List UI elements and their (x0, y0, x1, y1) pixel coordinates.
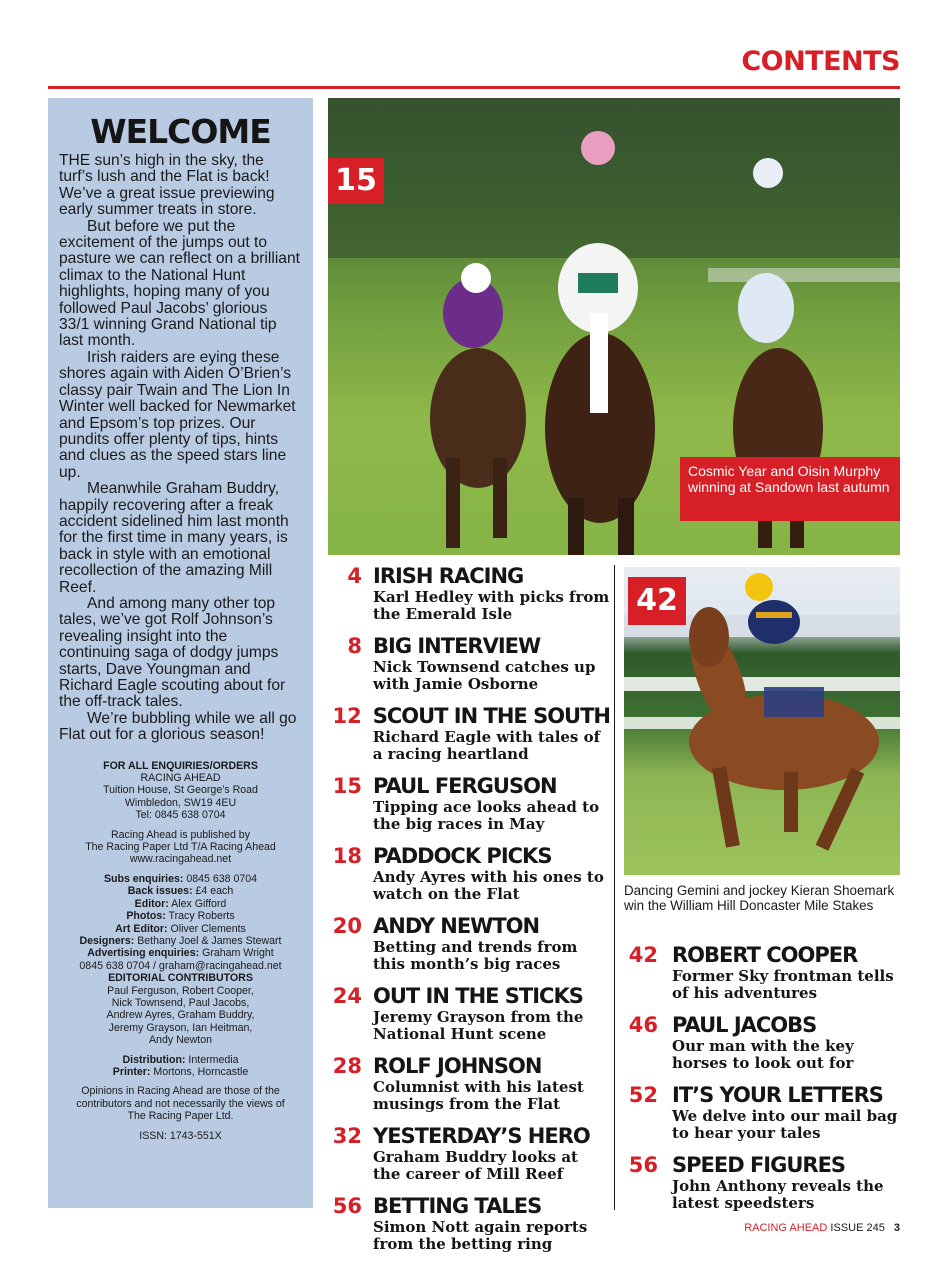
welcome-paragraph: But before we put the excitement of the jumps out to pasture we can reflect on a brilliant climax to the National Hunt highlights, hoping many of you followed Paul Jacobs’ glorious 33/1 winning Grand National tip last month. (59, 217, 300, 350)
printer-line (56, 1066, 305, 1078)
welcome-paragraph: Meanwhile Graham Buddry, happily recovering after a freak accident sidelined him last month for the first time in many years, is back in style with an emotional recollection of the amazing Mill Reef. (59, 480, 289, 596)
art-editor-value: Oliver Clements (170, 922, 246, 935)
entry-desc: Karl Hedley with picks from the Emerald Isle (373, 588, 610, 623)
contents-entry[interactable] (328, 843, 610, 903)
contents-entry[interactable] (624, 1152, 900, 1212)
contents-entry[interactable] (328, 1053, 610, 1113)
entry-title: BIG INTERVIEW (373, 634, 541, 658)
back-issues-label: Back issues: (127, 885, 193, 898)
entry-page: 52 (628, 1083, 658, 1107)
enquiries-heading: FOR ALL ENQUIRIES/ORDERS (103, 759, 258, 772)
entry-desc: Jeremy Grayson from the National Hunt scene (373, 1008, 584, 1043)
entry-desc: Our man with the key horses to look out for (672, 1037, 854, 1072)
editor-value: Alex Gifford (171, 897, 227, 910)
subs-line (56, 873, 305, 885)
contents-entry[interactable] (624, 1082, 900, 1142)
advertising-value: Graham Wright (202, 947, 274, 960)
entry-desc: Andy Ayres with his ones to watch on the Flat (373, 868, 604, 903)
page-badge: 15 (328, 158, 384, 204)
entry-desc: Nick Townsend catches up with Jamie Osborne (373, 658, 596, 693)
art-editor-label: Art Editor: (115, 922, 168, 935)
entry-desc: Simon Nott again reports from the betting ring (373, 1218, 588, 1253)
entry-desc: Richard Eagle with tales of a racing heartland (372, 728, 601, 763)
disclaimer-line: contributors and not necessarily the views of (76, 1097, 285, 1110)
page-footer (744, 1222, 900, 1234)
welcome-paragraph: And among many other top tales, we’ve got Rolf Johnson’s revealing insight into the continuing saga of dodgy jumps starts, Dave Youngman and Richard Eagle scouting about for the off-track tales. (59, 594, 286, 711)
publisher-line: The Racing Paper Ltd T/A Racing Ahead (85, 841, 276, 854)
entry-page: 20 (332, 914, 362, 938)
address-line: Tuition House, St George’s Road (103, 784, 258, 797)
back-issues-line (56, 885, 305, 897)
welcome-heading: WELCOME (90, 112, 271, 151)
welcome-paragraph: Irish raiders are eying these shores again with Aiden O’Brien’s classy pair Twain and The Lion In Winter well backed for Newmarket and Epsom’s top prizes. Our pundits offer plenty of tips, hints and clues as the speed stars line up. (59, 348, 296, 481)
distribution-line (56, 1054, 305, 1066)
entry-page: 4 (347, 564, 362, 588)
entry-title: PAUL JACOBS (672, 1013, 817, 1037)
telephone: Tel: 0845 638 0704 (135, 809, 226, 822)
contributors-line: Andrew Ayres, Graham Buddry, (106, 1009, 255, 1022)
contributors-line: Nick Townsend, Paul Jacobs, (111, 996, 250, 1009)
contents-entry[interactable] (328, 1193, 610, 1253)
advertising-line (56, 947, 305, 959)
photos-value: Tracy Roberts (168, 910, 235, 923)
entry-page: 28 (332, 1054, 362, 1078)
entry-title: BETTING TALES (373, 1194, 542, 1218)
editor-label: Editor: (134, 897, 169, 910)
photos-line (56, 910, 305, 922)
entry-title: SCOUT IN THE SOUTH (372, 704, 610, 728)
art-editor-line (56, 923, 305, 935)
second-photo-caption: Dancing Gemini and jockey Kieran Shoemark win the William Hill Doncaster Mile Stakes (624, 883, 895, 914)
contents-entry[interactable] (328, 703, 610, 763)
contents-entry[interactable] (624, 1012, 900, 1072)
subs-label: Subs enquiries: (103, 872, 184, 885)
contributors-line: Andy Newton (148, 1034, 212, 1047)
entry-title: SPEED FIGURES (672, 1153, 846, 1177)
footer-issue: ISSUE 245 (830, 1222, 885, 1234)
designers-value: Bethany Joel & James Stewart (137, 934, 282, 947)
website-link[interactable]: www.racingahead.net (129, 853, 232, 866)
entry-desc: Betting and trends from this month’s big races (373, 938, 578, 973)
entry-title: YESTERDAY’S HERO (373, 1124, 590, 1148)
publisher-line: Racing Ahead is published by (111, 828, 250, 841)
advertising-label: Advertising enquiries: (87, 947, 200, 960)
entry-desc: John Anthony reveals the latest speedsters (672, 1177, 884, 1212)
contents-entry[interactable] (624, 942, 900, 1002)
masthead-info (56, 760, 305, 1142)
entry-desc: Columnist with his latest musings from the Flat (373, 1078, 584, 1113)
contents-list-right (624, 942, 900, 1212)
distribution-value: Intermedia (188, 1053, 239, 1066)
entry-page: 32 (332, 1124, 362, 1148)
disclaimer-line: Opinions in Racing Ahead are those of the (81, 1085, 280, 1098)
entry-title: IT’S YOUR LETTERS (672, 1083, 883, 1107)
address-line: Wimbledon, SW19 4EU (124, 796, 237, 809)
contents-entry[interactable] (328, 563, 610, 623)
welcome-paragraph: We’re bubbling while we all go Flat out for a glorious season! (59, 709, 297, 744)
footer-brand: RACING AHEAD (744, 1222, 828, 1234)
contents-entry[interactable] (328, 1123, 610, 1183)
contents-entry[interactable] (328, 633, 610, 693)
designers-line (56, 935, 305, 947)
contents-list-left (328, 563, 610, 1253)
printer-value: Mortons, Horncastle (153, 1065, 249, 1078)
entry-title: PAUL FERGUSON (373, 774, 557, 798)
entry-page: 42 (628, 943, 658, 967)
contributors-line: Paul Ferguson, Robert Cooper, (107, 984, 254, 997)
entry-title: PADDOCK PICKS (373, 844, 552, 868)
page-header (48, 44, 900, 89)
welcome-sidebar (48, 98, 313, 1208)
contributors-heading: EDITORIAL CONTRIBUTORS (108, 972, 253, 985)
disclaimer-line: The Racing Paper Ltd. (127, 1110, 234, 1123)
second-race-photo (624, 567, 900, 875)
entry-title: ROBERT COOPER (672, 943, 858, 967)
page-badge: 42 (628, 577, 686, 625)
entry-title: ROLF JOHNSON (373, 1054, 542, 1078)
welcome-text (59, 153, 301, 744)
page-number: 3 (893, 1222, 900, 1234)
entry-page: 12 (332, 704, 362, 728)
contributors-line: Jeremy Grayson, Ian Heitman, (108, 1021, 253, 1034)
page-title: CONTENTS (741, 46, 900, 77)
entry-page: 15 (332, 774, 362, 798)
issn: ISSN: 1743-551X (139, 1129, 222, 1142)
main-photo-caption: Cosmic Year and Oisin Murphy winning at Sandown last autumn (680, 457, 900, 521)
entry-desc: Graham Buddry looks at the career of Mill Reef (373, 1148, 578, 1183)
entry-page: 8 (347, 634, 362, 658)
designers-label: Designers: (79, 934, 135, 947)
company-name: RACING AHEAD (140, 772, 221, 785)
welcome-paragraph: THE sun’s high in the sky, the turf’s lush and the Flat is back! We’ve a great issue previewing early summer treats in store. (59, 152, 275, 219)
entry-page: 56 (628, 1153, 658, 1177)
entry-page: 18 (332, 844, 362, 868)
entry-page: 46 (628, 1013, 658, 1037)
entry-desc: We delve into our mail bag to hear your tales (672, 1107, 898, 1142)
column-divider (614, 565, 615, 1210)
entry-page: 56 (332, 1194, 362, 1218)
editor-line (56, 898, 305, 910)
entry-title: IRISH RACING (373, 564, 524, 588)
entry-desc: Former Sky frontman tells of his adventures (672, 967, 894, 1002)
contents-entry[interactable] (328, 773, 610, 833)
contents-entry[interactable] (328, 913, 610, 973)
distribution-label: Distribution: (122, 1053, 186, 1066)
photos-label: Photos: (126, 910, 166, 923)
subs-value: 0845 638 0704 (186, 872, 258, 885)
entry-title: OUT IN THE STICKS (373, 984, 583, 1008)
back-issues-value: £4 each (195, 885, 234, 898)
entry-title: ANDY NEWTON (373, 914, 540, 938)
printer-label: Printer: (112, 1065, 151, 1078)
entry-desc: Tipping ace looks ahead to the big races in May (373, 798, 600, 833)
entry-page: 24 (332, 984, 362, 1008)
advertising-contact: 0845 638 0704 / graham@racingahead.net (79, 959, 282, 972)
contents-entry[interactable] (328, 983, 610, 1043)
